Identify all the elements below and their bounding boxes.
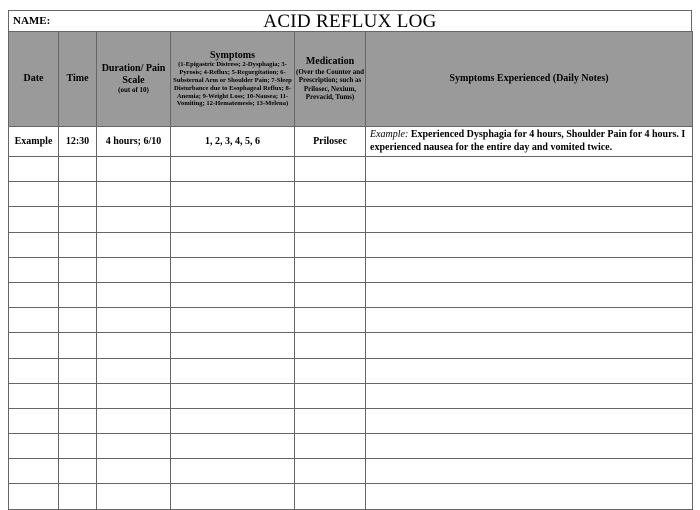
blank-cell-date[interactable] (9, 257, 59, 282)
blank-cell-medication[interactable] (295, 232, 366, 257)
blank-cell-notes[interactable] (366, 257, 693, 282)
table-row (9, 358, 693, 383)
blank-cell-date[interactable] (9, 333, 59, 358)
table-row (9, 257, 693, 282)
header-notes: Symptoms Experienced (Daily Notes) (366, 32, 693, 127)
blank-cell-date[interactable] (9, 408, 59, 433)
table-row (9, 182, 693, 207)
blank-cell-medication[interactable] (295, 333, 366, 358)
blank-cell-duration[interactable] (97, 383, 171, 408)
blank-cell-date[interactable] (9, 383, 59, 408)
blank-cell-notes[interactable] (366, 157, 693, 182)
blank-cell-notes[interactable] (366, 358, 693, 383)
blank-cell-date[interactable] (9, 157, 59, 182)
example-row (9, 127, 693, 157)
header-row (9, 32, 693, 127)
blank-cell-duration[interactable] (97, 157, 171, 182)
table-row (9, 333, 693, 358)
blank-cell-duration[interactable] (97, 207, 171, 232)
table-row (9, 484, 693, 509)
blank-cell-time[interactable] (59, 207, 97, 232)
blank-cell-symptoms[interactable] (171, 282, 295, 307)
blank-cell-symptoms[interactable] (171, 358, 295, 383)
log-table (8, 31, 693, 510)
table-row (9, 308, 693, 333)
blank-cell-symptoms[interactable] (171, 207, 295, 232)
table-row (9, 232, 693, 257)
blank-rows (9, 157, 693, 510)
blank-cell-duration[interactable] (97, 434, 171, 459)
blank-cell-time[interactable] (59, 408, 97, 433)
blank-cell-date[interactable] (9, 484, 59, 509)
blank-cell-notes[interactable] (366, 434, 693, 459)
blank-cell-medication[interactable] (295, 207, 366, 232)
table-row (9, 207, 693, 232)
acid-reflux-log-form (8, 10, 692, 500)
blank-cell-symptoms[interactable] (171, 434, 295, 459)
blank-cell-time[interactable] (59, 257, 97, 282)
blank-cell-notes[interactable] (366, 282, 693, 307)
blank-cell-medication[interactable] (295, 358, 366, 383)
blank-cell-time[interactable] (59, 459, 97, 484)
blank-cell-notes[interactable] (366, 308, 693, 333)
table-row (9, 459, 693, 484)
blank-cell-duration[interactable] (97, 308, 171, 333)
blank-cell-medication[interactable] (295, 308, 366, 333)
blank-cell-notes[interactable] (366, 459, 693, 484)
blank-cell-medication[interactable] (295, 157, 366, 182)
example-notes (366, 127, 693, 157)
blank-cell-notes[interactable] (366, 207, 693, 232)
blank-cell-notes[interactable] (366, 408, 693, 433)
example-symptoms: 1, 2, 3, 4, 5, 6 (171, 127, 295, 157)
blank-cell-duration[interactable] (97, 484, 171, 509)
blank-cell-time[interactable] (59, 383, 97, 408)
blank-cell-symptoms[interactable] (171, 308, 295, 333)
table-row (9, 408, 693, 433)
example-time: 12:30 (59, 127, 97, 157)
blank-cell-time[interactable] (59, 434, 97, 459)
blank-cell-symptoms[interactable] (171, 383, 295, 408)
blank-cell-time[interactable] (59, 232, 97, 257)
blank-cell-symptoms[interactable] (171, 257, 295, 282)
blank-cell-medication[interactable] (295, 459, 366, 484)
blank-cell-date[interactable] (9, 434, 59, 459)
blank-cell-medication[interactable] (295, 383, 366, 408)
blank-cell-symptoms[interactable] (171, 484, 295, 509)
blank-cell-date[interactable] (9, 182, 59, 207)
blank-cell-duration[interactable] (97, 333, 171, 358)
blank-cell-medication[interactable] (295, 282, 366, 307)
blank-cell-symptoms[interactable] (171, 232, 295, 257)
blank-cell-duration[interactable] (97, 182, 171, 207)
blank-cell-date[interactable] (9, 459, 59, 484)
example-notes-text: Experienced Dysphagia for 4 hours, Shoulder Pain for 4 hours. I experienced nausea for the entire day and vomited twice. (370, 129, 686, 153)
blank-cell-duration[interactable] (97, 232, 171, 257)
blank-cell-medication[interactable] (295, 484, 366, 509)
title-row (8, 10, 692, 32)
blank-cell-symptoms[interactable] (171, 333, 295, 358)
blank-cell-time[interactable] (59, 358, 97, 383)
blank-cell-symptoms[interactable] (171, 459, 295, 484)
blank-cell-date[interactable] (9, 358, 59, 383)
blank-cell-medication[interactable] (295, 182, 366, 207)
blank-cell-time[interactable] (59, 333, 97, 358)
blank-cell-medication[interactable] (295, 434, 366, 459)
blank-cell-duration[interactable] (97, 408, 171, 433)
blank-cell-time[interactable] (59, 282, 97, 307)
blank-cell-notes[interactable] (366, 383, 693, 408)
header-time: Time (59, 32, 97, 127)
blank-cell-symptoms[interactable] (171, 182, 295, 207)
blank-cell-date[interactable] (9, 282, 59, 307)
blank-cell-time[interactable] (59, 484, 97, 509)
blank-cell-symptoms[interactable] (171, 157, 295, 182)
example-notes-label: Example: (370, 129, 409, 140)
blank-cell-medication[interactable] (295, 408, 366, 433)
blank-cell-time[interactable] (59, 157, 97, 182)
blank-cell-duration[interactable] (97, 358, 171, 383)
example-medication: Prilosec (295, 127, 366, 157)
blank-cell-duration[interactable] (97, 257, 171, 282)
blank-cell-time[interactable] (59, 182, 97, 207)
blank-cell-notes[interactable] (366, 182, 693, 207)
blank-cell-medication[interactable] (295, 257, 366, 282)
header-duration: Duration/ Pain Scale (out of 10) (97, 32, 171, 127)
page-title: ACID REFLUX LOG (263, 11, 437, 32)
blank-cell-duration[interactable] (97, 459, 171, 484)
example-duration: 4 hours; 6/10 (97, 127, 171, 157)
header-symptoms: Symptoms (1-Epigastric Distress; 2-Dysphagia; 3-Pyrosis; 4-Reflux; 5-Regurgitation; 6-Substernal Arm or Shoulder Pain; 7-Sleep Disturbance due to Esophageal Reflux; 8-Anemia; 9-Weight Loss; 10-Nausea; 11-Vomiting; 12-Hematemesis; 13-Melena) (171, 32, 295, 127)
name-label: NAME: (13, 15, 51, 27)
blank-cell-date[interactable] (9, 232, 59, 257)
header-date: Date (9, 32, 59, 127)
table-row (9, 282, 693, 307)
blank-cell-date[interactable] (9, 207, 59, 232)
blank-cell-duration[interactable] (97, 282, 171, 307)
blank-cell-symptoms[interactable] (171, 408, 295, 433)
blank-cell-notes[interactable] (366, 333, 693, 358)
blank-cell-date[interactable] (9, 308, 59, 333)
blank-cell-notes[interactable] (366, 232, 693, 257)
table-row (9, 383, 693, 408)
blank-cell-time[interactable] (59, 308, 97, 333)
blank-cell-notes[interactable] (366, 484, 693, 509)
header-medication: Medication (Over the Counter and Prescription; such as Prilosec, Nexium, Prevacid, Tums) (295, 32, 366, 127)
table-row (9, 434, 693, 459)
example-date: Example (9, 127, 59, 157)
table-row (9, 157, 693, 182)
